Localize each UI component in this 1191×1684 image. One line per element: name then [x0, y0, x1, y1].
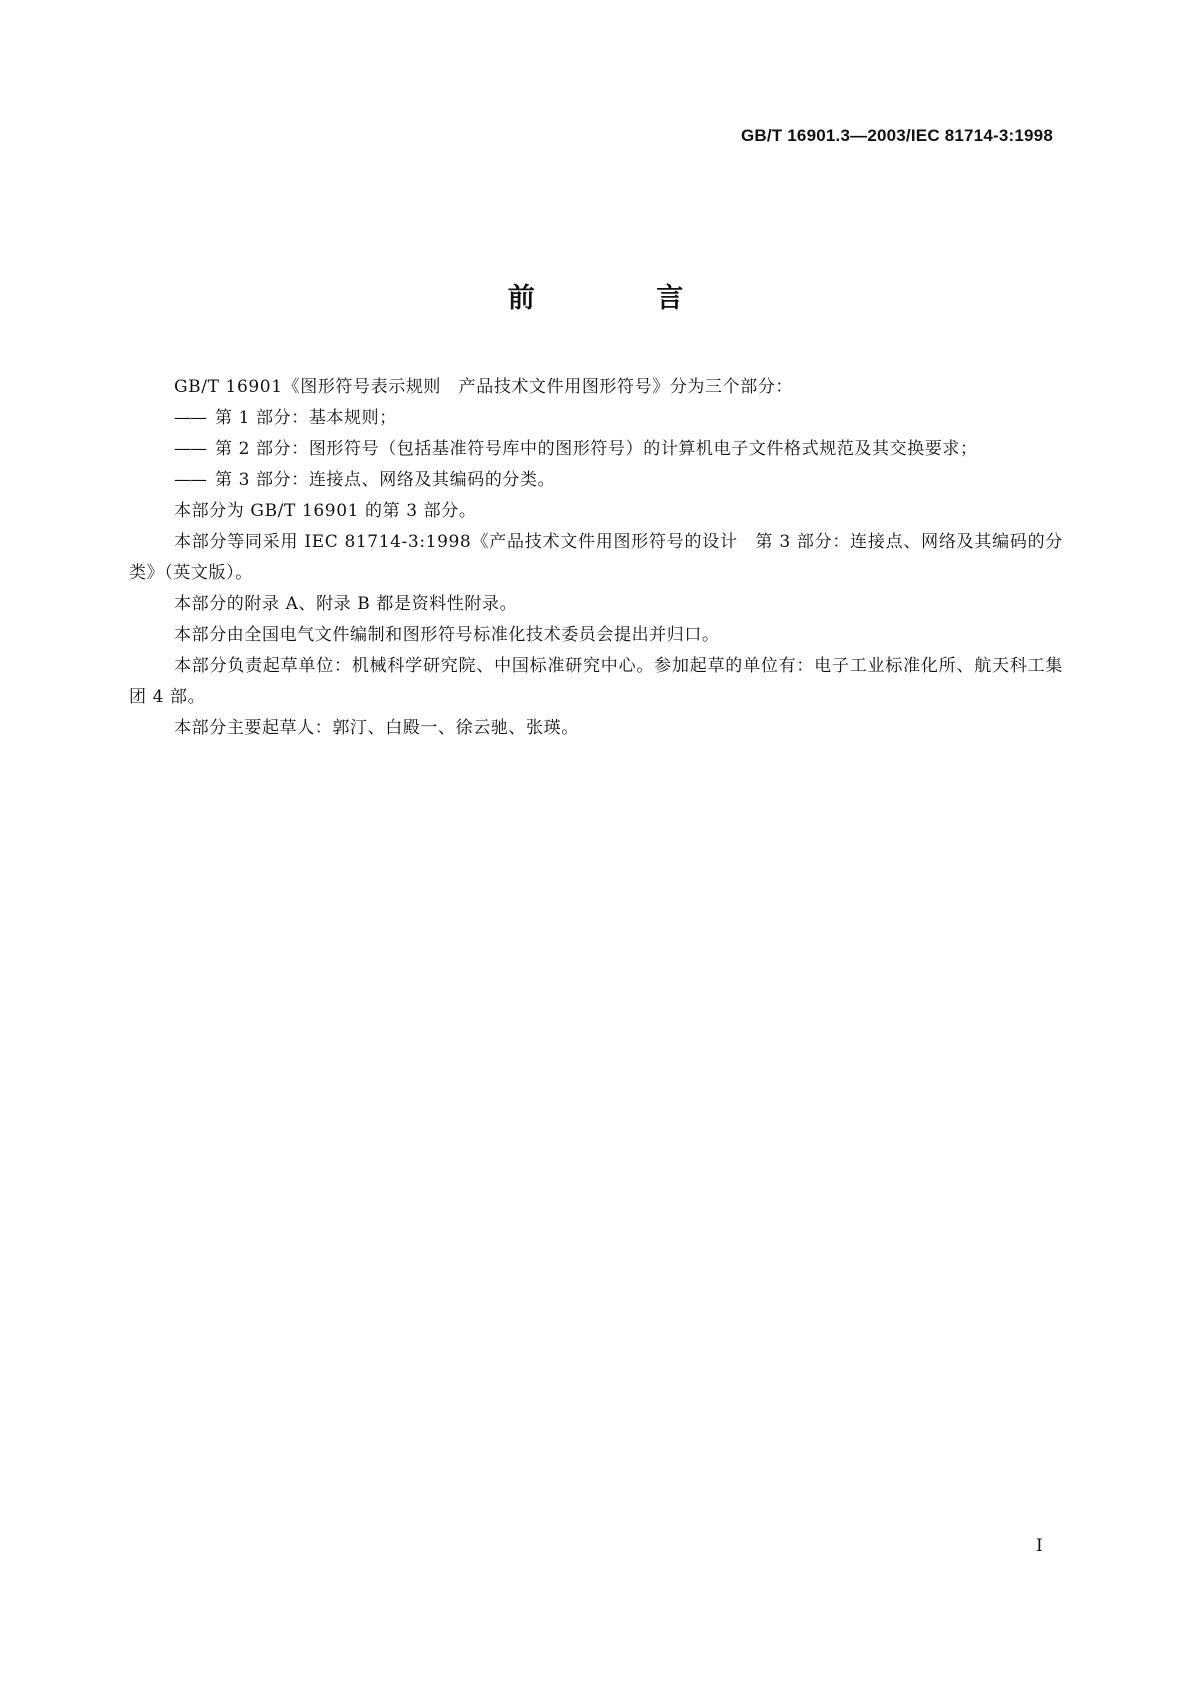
page-number: I	[1036, 1536, 1043, 1556]
part-statement-paragraph: 本部分为 GB/T 16901 的第 3 部分。	[174, 501, 477, 521]
annex-paragraph: 本部分的附录 A、附录 B 都是资料性附录。	[174, 594, 518, 614]
dash-marker: ——	[174, 408, 206, 428]
committee-paragraph: 本部分由全国电气文件编制和图形符号标准化技术委员会提出并归口。	[174, 625, 720, 645]
dash-marker: ——	[174, 439, 206, 459]
list-item-text: 第 1 部分：基本规则；	[215, 408, 397, 428]
list-item-text: 第 2 部分：图形符号（包括基准符号库中的图形符号）的计算机电子文件格式规范及其交换要求；	[215, 439, 978, 459]
page-title: 前 言	[507, 283, 740, 314]
list-item-text: 第 3 部分：连接点、网络及其编码的分类。	[215, 470, 556, 490]
intro-paragraph: GB/T 16901《图形符号表示规则 产品技术文件用图形符号》分为三个部分：	[174, 377, 794, 397]
standard-code: GB/T 16901.3—2003/IEC 81714-3:1998	[740, 126, 1053, 145]
list-item-part-3	[129, 465, 1063, 496]
list-item-part-1	[129, 403, 1063, 434]
list-item-part-2	[129, 434, 1063, 465]
dash-marker: ——	[174, 470, 206, 490]
drafters-paragraph: 本部分主要起草人：郭汀、白殿一、徐云驰、张瑛。	[174, 718, 579, 738]
drafting-units-paragraph: 本部分负责起草单位：机械科学研究院、中国标准研究中心。参加起草的单位有：电子工业标准化所、航天科工集团 4 部。	[129, 656, 1063, 707]
foreword-body	[129, 372, 1063, 744]
adoption-paragraph: 本部分等同采用 IEC 81714-3:1998《产品技术文件用图形符号的设计 第 3 部分：连接点、网络及其编码的分类》（英文版）。	[129, 532, 1063, 583]
